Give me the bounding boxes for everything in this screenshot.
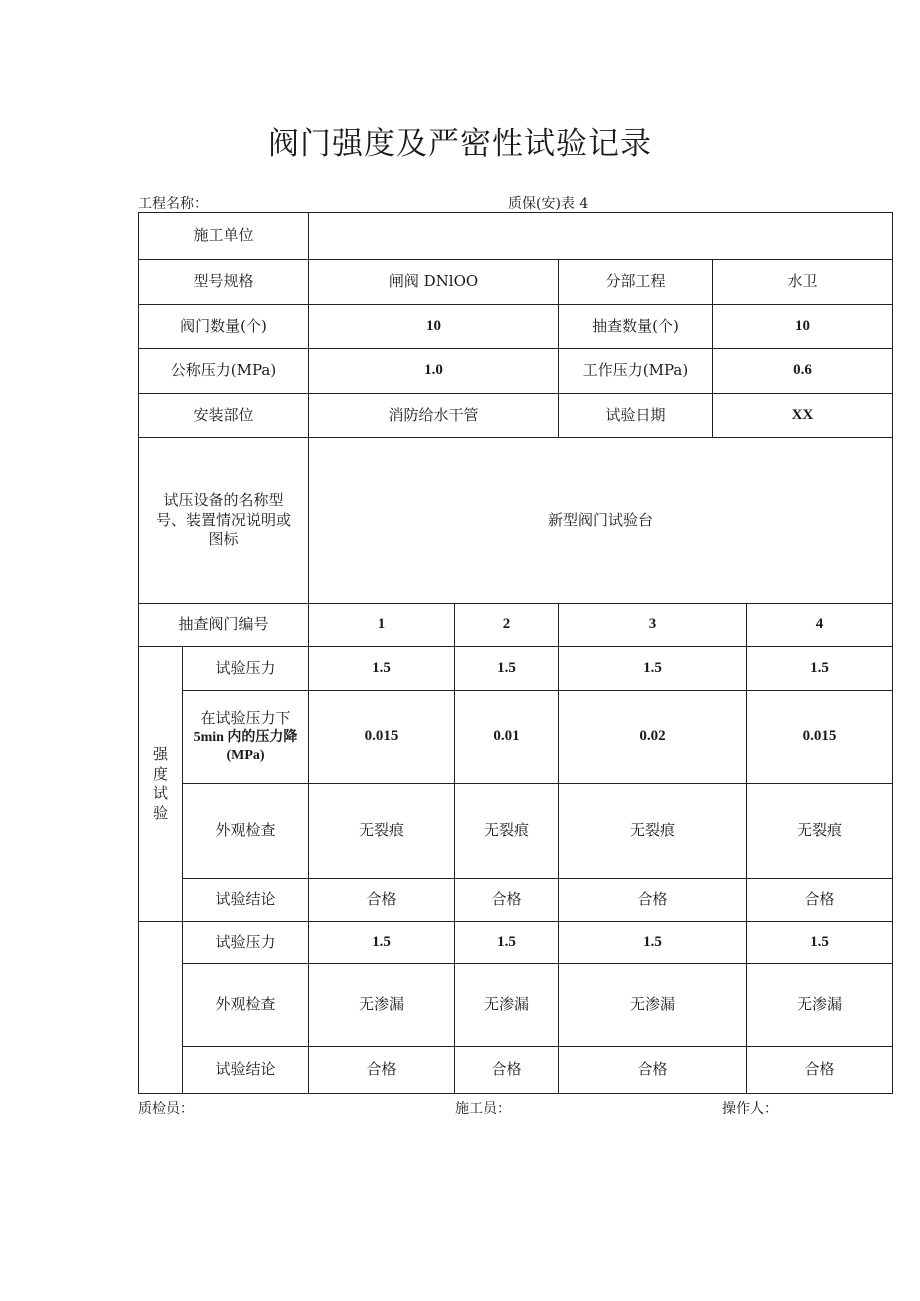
construction-unit-label: 施工单位 — [139, 213, 309, 260]
install-location-label: 安装部位 — [139, 394, 309, 438]
equipment-row — [139, 438, 893, 604]
valve-number-label: 抽查阀门编号 — [139, 604, 309, 647]
tightness-pressure-row — [139, 922, 893, 964]
valve-number-cell: 4 — [747, 604, 893, 647]
drop-label-line1: 在试验压力下 — [200, 709, 291, 728]
strength-pressure-cell: 1.5 — [559, 647, 747, 691]
strength-conclusion-cell: 合格 — [559, 879, 747, 922]
strength-appearance-cell: 无裂痕 — [455, 784, 559, 879]
inspector-label: 质检员： — [138, 1101, 194, 1117]
tightness-test-group-label — [139, 922, 183, 1094]
equipment-label — [139, 438, 309, 604]
model-row — [139, 260, 893, 305]
construction-unit-row — [139, 213, 893, 260]
strength-pressure-row — [139, 647, 893, 691]
tightness-conclusion-label: 试验结论 — [183, 1047, 309, 1094]
install-location-value: 消防给水干管 — [309, 394, 559, 438]
strength-drop-cell: 0.015 — [747, 691, 893, 784]
tightness-appearance-cell: 无渗漏 — [455, 964, 559, 1047]
count-row — [139, 305, 893, 349]
drop-label-line3: (MPa) — [226, 747, 265, 763]
drop-label-line2: 5min 内的压力降 — [193, 729, 298, 745]
strength-appearance-cell: 无裂痕 — [559, 784, 747, 879]
tightness-conclusion-cell: 合格 — [747, 1047, 893, 1094]
model-label: 型号规格 — [139, 260, 309, 305]
construction-unit-value — [309, 213, 893, 260]
test-date-value: XX — [713, 394, 893, 438]
tightness-appearance-cell: 无渗漏 — [309, 964, 455, 1047]
location-row — [139, 394, 893, 438]
strength-conclusion-cell: 合格 — [455, 879, 559, 922]
strength-conclusion-label: 试验结论 — [183, 879, 309, 922]
tightness-appearance-cell: 无渗漏 — [559, 964, 747, 1047]
strength-drop-row — [139, 691, 893, 784]
strength-drop-label — [183, 691, 309, 784]
valve-number-cell: 2 — [455, 604, 559, 647]
strength-group-char: 度 — [152, 764, 168, 783]
tightness-pressure-label: 试验压力 — [183, 922, 309, 964]
strength-pressure-cell: 1.5 — [455, 647, 559, 691]
valve-number-cell: 3 — [559, 604, 747, 647]
strength-appearance-cell: 无裂痕 — [309, 784, 455, 879]
model-value: 闸阀 DNlOO — [309, 260, 559, 305]
page-title: 阀门强度及严密性试验记录 — [268, 126, 652, 162]
strength-conclusion-cell: 合格 — [309, 879, 455, 922]
strength-drop-cell: 0.01 — [455, 691, 559, 784]
valve-test-record-table — [138, 212, 893, 1094]
strength-pressure-label: 试验压力 — [183, 647, 309, 691]
tightness-conclusion-row — [139, 1047, 893, 1094]
tightness-conclusion-cell: 合格 — [559, 1047, 747, 1094]
subproject-value: 水卫 — [713, 260, 893, 305]
tightness-pressure-cell: 1.5 — [747, 922, 893, 964]
valve-number-cell: 1 — [309, 604, 455, 647]
sample-count-value: 10 — [713, 305, 893, 349]
tightness-pressure-cell: 1.5 — [455, 922, 559, 964]
valve-count-value: 10 — [309, 305, 559, 349]
form-code: 质保(安)表 4 — [508, 196, 589, 212]
strength-appearance-cell: 无裂痕 — [747, 784, 893, 879]
tightness-conclusion-cell: 合格 — [309, 1047, 455, 1094]
tightness-appearance-label: 外观检查 — [183, 964, 309, 1047]
strength-group-char: 试 — [152, 784, 168, 802]
valve-count-label: 阀门数量(个) — [139, 305, 309, 349]
tightness-appearance-cell: 无渗漏 — [747, 964, 893, 1047]
strength-test-group-label — [139, 647, 183, 922]
valve-number-row — [139, 604, 893, 647]
nominal-pressure-value: 1.0 — [309, 349, 559, 394]
operator-label: 操作人： — [722, 1101, 778, 1117]
tightness-pressure-cell: 1.5 — [309, 922, 455, 964]
subproject-label: 分部工程 — [559, 260, 713, 305]
equipment-label-line3: 图标 — [208, 530, 239, 549]
test-date-label: 试验日期 — [559, 394, 713, 438]
project-name-label: 工程名称： — [138, 196, 208, 212]
strength-group-char: 验 — [152, 803, 168, 822]
strength-drop-cell: 0.015 — [309, 691, 455, 784]
equipment-label-line1: 试压设备的名称型 — [163, 491, 284, 510]
equipment-value: 新型阀门试验台 — [309, 438, 893, 604]
strength-appearance-row — [139, 784, 893, 879]
strength-conclusion-row — [139, 879, 893, 922]
working-pressure-label: 工作压力(MPa) — [559, 349, 713, 394]
working-pressure-value: 0.6 — [713, 349, 893, 394]
tightness-conclusion-cell: 合格 — [455, 1047, 559, 1094]
tightness-appearance-row — [139, 964, 893, 1047]
strength-drop-cell: 0.02 — [559, 691, 747, 784]
tightness-pressure-cell: 1.5 — [559, 922, 747, 964]
constructor-label: 施工员： — [455, 1101, 511, 1117]
nominal-pressure-label: 公称压力(MPa) — [139, 349, 309, 394]
strength-group-char: 强 — [152, 745, 168, 763]
strength-conclusion-cell: 合格 — [747, 879, 893, 922]
strength-appearance-label: 外观检查 — [183, 784, 309, 879]
pressure-row — [139, 349, 893, 394]
equipment-label-line2: 号、装置情况说明或 — [156, 510, 292, 529]
strength-pressure-cell: 1.5 — [747, 647, 893, 691]
sample-count-label: 抽查数量(个) — [559, 305, 713, 349]
strength-pressure-cell: 1.5 — [309, 647, 455, 691]
